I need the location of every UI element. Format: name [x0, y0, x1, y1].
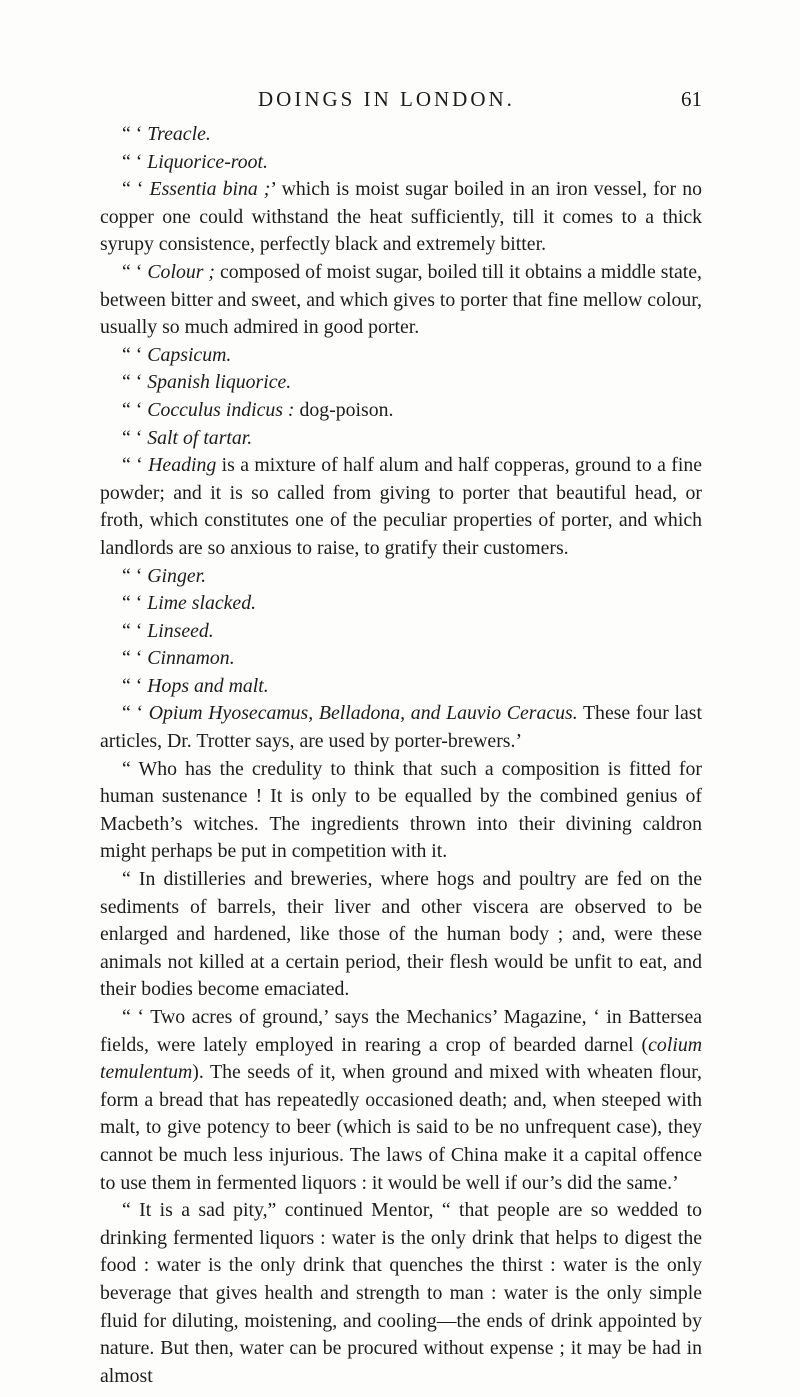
paragraph-darnel: “ ‘ Two acres of ground,’ says the Mechanics’ Magazine, ‘ in Battersea fields, were lately employed in rearing a crop of bearded darnel (colium temulentum). The seeds of it, when ground and mixed with wheaten flour, form a bread that has repeatedly occasioned death; and, when steeped with malt, to give potency to beer (which is said to be no unfrequent case), they cannot be much less injurious. The laws of China make it a capital offence to use them in fermented liquors : it would be well if our’s did the same.’ [100, 1006, 702, 1194]
list-item-colour: “ ‘ Colour ; composed of moist sugar, boiled till it obtains a middle state, between bitter and sweet, and which gives to porter that fine mellow colour, usually so much admired in good porter. [100, 260, 703, 339]
list-item-salt-of-tartar: “ ‘ Salt of tartar. [122, 426, 253, 449]
list-item-cinnamon: “ ‘ Cinnamon. [122, 647, 235, 670]
running-head: DOINGS IN LONDON. [258, 87, 515, 111]
list-item-liquorice-root: “ ‘ Liquorice-root. [122, 150, 268, 173]
list-item-opium: “ ‘ Opium Hyosecamus, Belladona, and Lauvio Ceracus. These four last articles, Dr. Trotter says, are used by porter-brewers.’ [100, 702, 702, 753]
list-item-lime-slacked: “ ‘ Lime slacked. [122, 592, 257, 615]
paragraph-distilleries: “ In distilleries and breweries, where hogs and poultry are fed on the sediments of barrels, their liver and other viscera are observed to be enlarged and hardened, like those of the human body ; and, were these animals not killed at a certain period, their flesh would be unfit to eat, and their bodies become emaciated. [100, 868, 702, 1001]
list-item-capsicum: “ ‘ Capsicum. [122, 343, 232, 366]
list-item-spanish-liquorice: “ ‘ Spanish liquorice. [122, 371, 292, 394]
list-item-essentia-bina: “ ‘ Essentia bina ;’ which is moist sugar boiled in an iron vessel, for no copper one could withstand the heat sufficiently, till it comes to a thick syrupy consistence, perfectly black and extremely bitter. [100, 178, 702, 256]
page-header [258, 87, 702, 117]
list-item-heading: “ ‘ Heading is a mixture of half alum and half copperas, ground to a fine powder; and it is so called from giving to porter that beautiful head, or froth, which constitutes one of the peculiar properties of porter, and which landlords are so anxious to raise, to gratify their customers. [100, 454, 703, 559]
list-item-treacle: “ ‘ Treacle. [122, 123, 211, 145]
list-item-cocculus-indicus: “ ‘ Cocculus indicus : dog-poison. [122, 398, 394, 421]
paragraph-credulity: “ Who has the credulity to think that such a composition is fitted for human sustenance ! It is only to be equalled by the combined genius of Macbeth’s witches. The ingredients thrown into their divining caldron might perhaps be put in competition with it. [100, 757, 702, 863]
body-text [100, 121, 702, 1390]
page-number: 61 [681, 87, 702, 111]
list-item-ginger: “ ‘ Ginger. [122, 564, 207, 587]
list-item-linseed: “ ‘ Linseed. [122, 619, 214, 642]
list-item-hops-and-malt: “ ‘ Hops and malt. [122, 674, 269, 697]
paragraph-water: “ It is a sad pity,” continued Mentor, “ that people are so wedded to drinking fermented liquors : water is the only drink that helps to digest the food : water is the only drink that quenches the thirst : water is the only beverage that gives health and strength to man : water is the only simple fluid for diluting, moistening, and cooling—the ends of drink appointed by nature. But then, water can be procured without expense ; it may be had in almost [100, 1199, 702, 1387]
